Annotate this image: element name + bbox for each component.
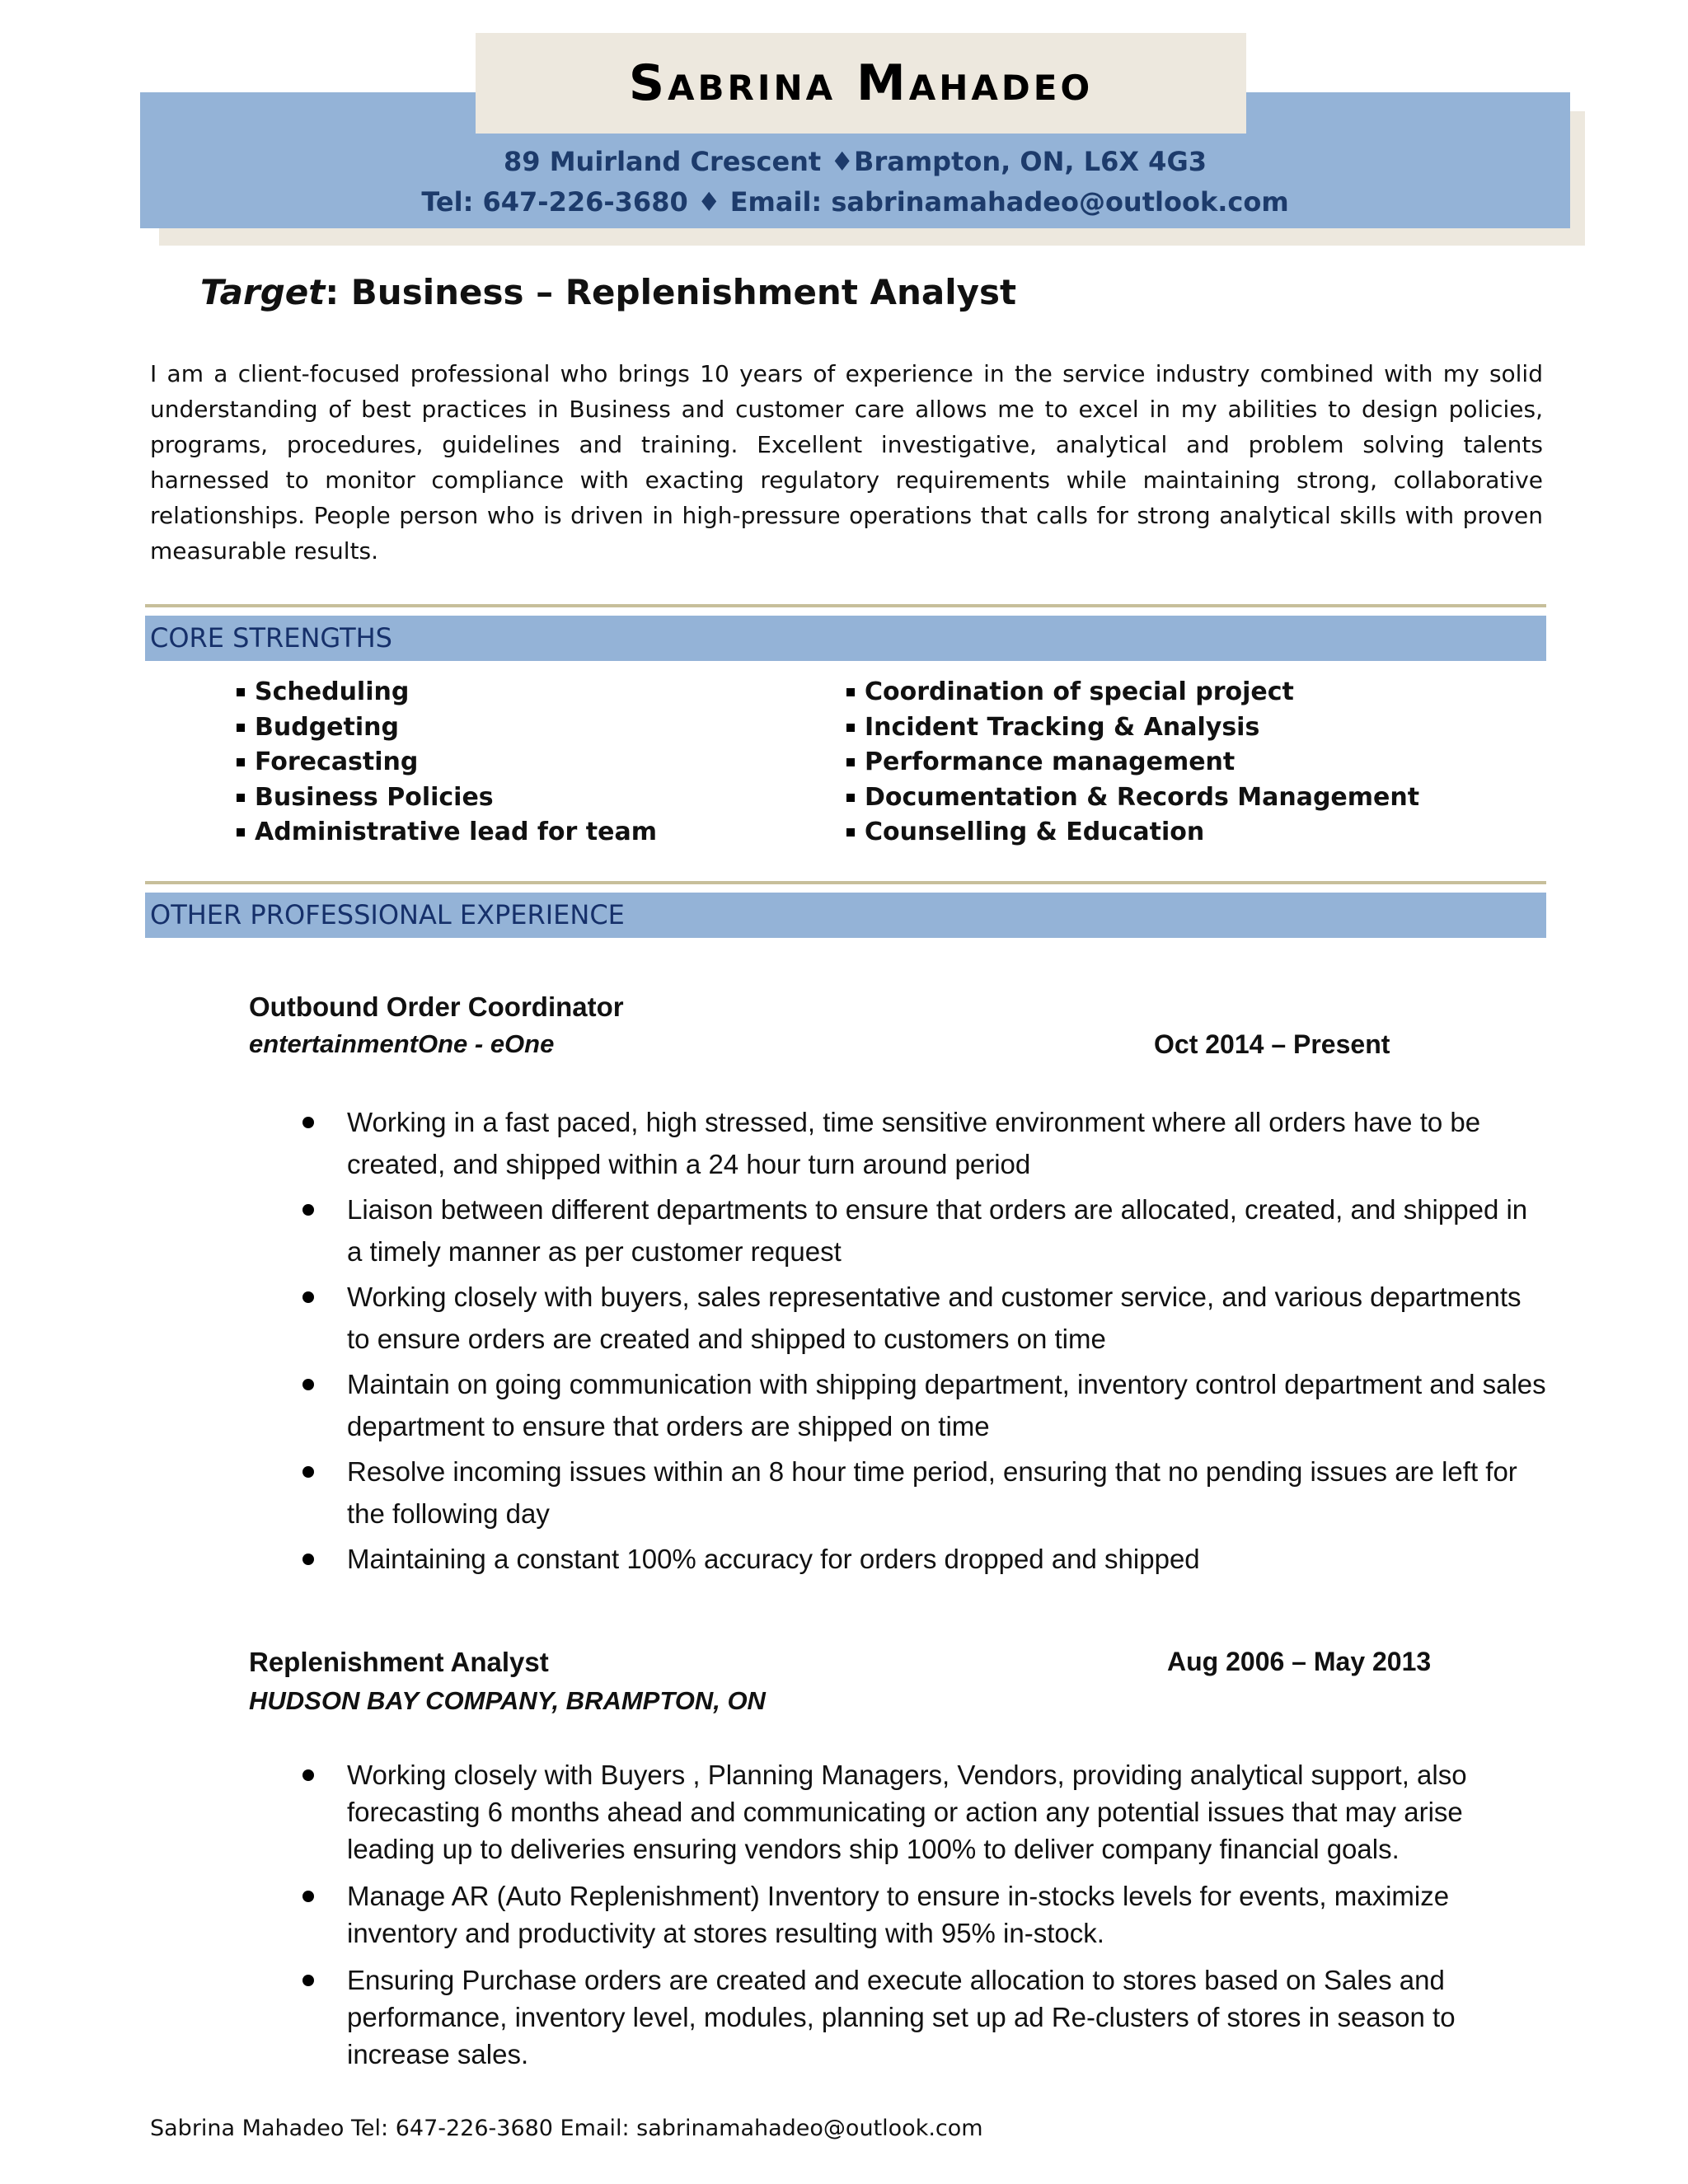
address-line: 89 Muirland Crescent ♦Brampton, ON, L6X 4G3 — [504, 146, 1207, 177]
bullet-dot-icon — [302, 1379, 314, 1390]
list-item: Working closely with buyers, sales representative and customer service, and various departments to ensure orders are created and shipped to customers on time — [302, 1276, 1547, 1360]
target-heading — [200, 272, 1016, 312]
name-box — [476, 33, 1246, 134]
bullet-dot-icon — [302, 1975, 314, 1986]
experience-heading: OTHER PROFESSIONAL EXPERIENCE — [145, 893, 1546, 938]
square-bullet-icon — [846, 688, 855, 696]
square-bullet-icon — [237, 688, 245, 696]
job-title: Outbound Order Coordinator — [249, 991, 624, 1022]
job-dates: Oct 2014 – Present — [1154, 1029, 1390, 1059]
strength-item: Administrative lead for team — [237, 815, 657, 851]
strength-item: Documentation & Records Management — [846, 780, 1419, 816]
contact-line: Tel: 647-226-3680 ♦ Email: sabrinamahadeo@outlook.com — [421, 186, 1289, 218]
bullet-dot-icon — [302, 1769, 314, 1781]
target-value: : Business – Replenishment Analyst — [325, 272, 1017, 312]
target-label: Target — [200, 272, 326, 312]
list-item: Ensuring Purchase orders are created and execute allocation to stores based on Sales and performance, inventory level, modules, planning set up ad Re-clusters of stores in season to increase sales. — [302, 1961, 1547, 2073]
list-item: Maintain on going communication with shipping department, inventory control department and sales department to ensure that orders are shipped on time — [302, 1363, 1547, 1447]
bullet-dot-icon — [302, 1554, 314, 1565]
square-bullet-icon — [237, 828, 245, 837]
candidate-name: Sabrina Mahadeo — [628, 54, 1094, 112]
list-item: Maintaining a constant 100% accuracy for orders dropped and shipped — [302, 1538, 1547, 1580]
strength-item: Incident Tracking & Analysis — [846, 710, 1419, 746]
square-bullet-icon — [846, 828, 855, 837]
strength-item: Coordination of special project — [846, 675, 1419, 710]
strength-item: Scheduling — [237, 675, 657, 710]
summary-paragraph: I am a client-focused professional who brings 10 years of experience in the service industry combined with my solid understanding of best practices in Business and customer care allows me to excel in my abilities to design policies, programs, procedures, guidelines and training. Excellent investigative, analytical and problem solving talents harnessed to monitor compliance with exacting regulatory requirements while maintaining strong, collaborative relationships. People person who is driven in high-pressure operations that calls for strong analytical skills with proven measurable results. — [150, 360, 1543, 565]
square-bullet-icon — [237, 758, 245, 766]
square-bullet-icon — [846, 758, 855, 766]
bullet-dot-icon — [302, 1204, 314, 1216]
bullet-dot-icon — [302, 1117, 314, 1128]
bullet-dot-icon — [302, 1466, 314, 1478]
list-item: Liaison between different departments to ensure that orders are allocated, created, and shipped in a timely manner as per customer request — [302, 1188, 1547, 1272]
job-dates: Aug 2006 – May 2013 — [1167, 1647, 1432, 1676]
list-item: Working in a fast paced, high stressed, time sensitive environment where all orders have to be created, and shipped within a 24 hour turn around period — [302, 1101, 1547, 1185]
bullet-dot-icon — [302, 1891, 314, 1902]
strengths-right-column — [846, 675, 1419, 851]
strength-item: Counselling & Education — [846, 815, 1419, 851]
square-bullet-icon — [237, 794, 245, 802]
square-bullet-icon — [846, 724, 855, 732]
core-strengths-heading: CORE STRENGTHS — [145, 616, 1546, 661]
job-bullet-list — [302, 1756, 1547, 2083]
strength-item: Budgeting — [237, 710, 657, 746]
bullet-dot-icon — [302, 1291, 314, 1303]
strength-item: Business Policies — [237, 780, 657, 816]
job-company: HUDSON BAY COMPANY, BRAMPTON, ON — [249, 1686, 766, 1715]
square-bullet-icon — [846, 794, 855, 802]
list-item: Manage AR (Auto Replenishment) Inventory to ensure in-stocks levels for events, maximize inventory and productivity at stores resulting with 95% in-stock. — [302, 1877, 1547, 1952]
strengths-left-column — [237, 675, 657, 851]
strength-item: Performance management — [846, 745, 1419, 780]
square-bullet-icon — [237, 724, 245, 732]
job-title: Replenishment Analyst — [249, 1647, 549, 1677]
section-divider — [145, 881, 1546, 884]
section-divider — [145, 604, 1546, 607]
strength-item: Forecasting — [237, 745, 657, 780]
job-company: entertainmentOne - eOne — [249, 1029, 555, 1058]
list-item: Resolve incoming issues within an 8 hour time period, ensuring that no pending issues are left for the following day — [302, 1451, 1547, 1535]
page-footer: Sabrina Mahadeo Tel: 647-226-3680 Email: sabrinamahadeo@outlook.com — [150, 2116, 983, 2141]
job-bullet-list — [302, 1101, 1547, 1583]
list-item: Working closely with Buyers , Planning Managers, Vendors, providing analytical support, also forecasting 6 months ahead and communicating or action any potential issues that may arise leading up to deliveries ensuring vendors ship 100% to deliver company financial goals. — [302, 1756, 1547, 1868]
